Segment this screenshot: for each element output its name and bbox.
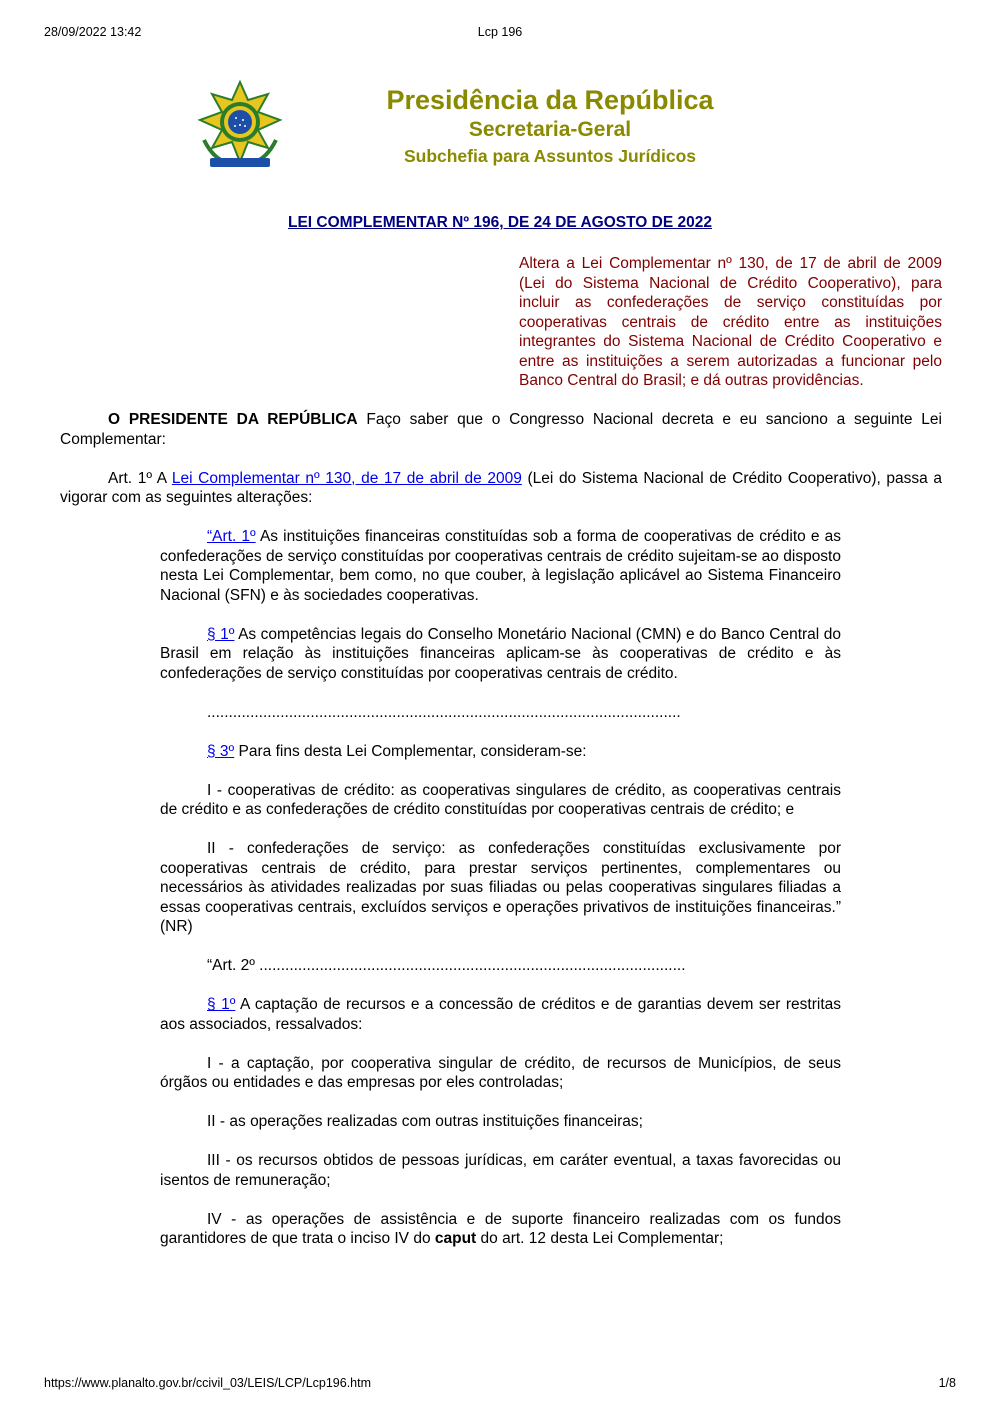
art2-inciso-iv: IV - as operações de assistência e de suporte financeiro realizadas com os fundos garantidores de que trata o inciso IV do caput do art. 12 desta Lei Complementar;	[160, 1210, 841, 1247]
quoted-article-2: “Art. 2º ...................................................................................................	[207, 957, 686, 974]
presidency-title: Presidência da República	[386, 85, 714, 115]
page-number: 1/8	[938, 1376, 956, 1390]
art-1-link[interactable]: “Art. 1º	[207, 528, 256, 545]
quoted-paragraph-3: § 3º Para fins desta Lei Complementar, consideram-se:	[207, 742, 587, 760]
print-header	[44, 25, 956, 41]
law-title-link[interactable]: LEI COMPLEMENTAR Nº 196, DE 24 DE AGOSTO DE 2022	[288, 214, 712, 231]
inciso-i: I - cooperativas de crédito: as cooperativas singulares de crédito, as cooperativas centrais de crédito e as confederações de crédito constituídas por cooperativas centrais de crédito; e	[160, 781, 841, 818]
law-title	[0, 214, 1000, 232]
print-url: https://www.planalto.gov.br/ccivil_03/LEIS/LCP/Lcp196.htm	[44, 1376, 372, 1390]
law-body	[60, 410, 942, 1268]
ementa: Altera a Lei Complementar nº 130, de 17 de abril de 2009 (Lei do Sistema Nacional de Crédito Cooperativo), para incluir as confederações de serviço constituídas por cooperativas centrais de crédito entre as instituições integrantes do Sistema Nacional de Crédito Cooperativo e entre as instituições a serem autorizadas a funcionar pelo Banco Central do Brasil; e dá outras providências.	[519, 255, 942, 389]
quoted-amendment	[160, 527, 841, 1249]
print-datetime: 28/09/2022 13:42	[44, 25, 142, 39]
quoted-art2-paragraph-1: § 1º A captação de recursos e a concessão de créditos e de garantias devem ser restritas aos associados, ressalvados:	[160, 996, 841, 1033]
government-header	[330, 83, 770, 169]
lc-130-link[interactable]: Lei Complementar nº 130, de 17 de abril de 2009	[171, 469, 522, 487]
quoted-article-1: “Art. 1º As instituições financeiras constituídas sob a forma de cooperativas de crédito e as confederações de serviço constituídas por cooperativas centrais de crédito sujeitam-se ao disposto nesta Lei Complementar, bem como, no que couber, à legislação aplicável ao Sistema Financeiro Nacional (SFN) e às sociedades cooperativas.	[160, 528, 841, 604]
paragraph-1-link[interactable]: § 1º	[207, 625, 235, 643]
preamble-bold: O PRESIDENTE DA REPÚBLICA	[108, 411, 358, 428]
print-footer	[44, 1376, 956, 1392]
article-1: Art. 1º A Lei Complementar nº 130, de 17 de abril de 2009 (Lei do Sistema Nacional de Crédito Cooperativo), passa a vigorar com as seguintes alterações:	[60, 469, 942, 506]
inciso-ii: II - confederações de serviço: as confederações constituídas exclusivamente por cooperativas centrais de crédito, para prestar serviços pertinentes, complementares ou necessários às atividades realizadas por suas filiadas ou pelas cooperativas singulares filiadas a essas cooperativas centrais, excluídos serviços e operações privativos de instituições financeiras.” (NR)	[160, 840, 841, 935]
quoted-paragraph-1: § 1º As competências legais do Conselho Monetário Nacional (CMN) e do Banco Central do Brasil em relação às instituições financeiras aplicam-se às cooperativas de crédito e às confederações de serviço constituídas por cooperativas centrais de crédito.	[160, 625, 841, 682]
art2-inciso-ii: II - as operações realizadas com outras instituições financeiras;	[207, 1113, 643, 1130]
secretariat-title: Secretaria-Geral	[468, 118, 632, 141]
art2-inciso-iii: III - os recursos obtidos de pessoas jurídicas, em caráter eventual, a taxas favorecidas ou isentos de remuneração;	[160, 1152, 841, 1189]
brazil-coat-of-arms-icon	[196, 80, 284, 172]
subsecretariat-title: Subchefia para Assuntos Jurídicos	[403, 146, 697, 166]
print-doc-title: Lcp 196	[477, 25, 523, 39]
omission-dots: ..............................................................................................................	[207, 703, 681, 721]
preamble: O PRESIDENTE DA REPÚBLICA Faço saber que o Congresso Nacional decreta e eu sanciono a seguinte Lei Complementar:	[60, 411, 942, 448]
paragraph-3-link[interactable]: § 3º	[207, 742, 235, 760]
art2-paragraph-1-link[interactable]: § 1º	[207, 996, 236, 1013]
art2-inciso-i: I - a captação, por cooperativa singular de crédito, de recursos de Municípios, de seus órgãos ou entidades e das empresas por eles controladas;	[160, 1054, 841, 1091]
